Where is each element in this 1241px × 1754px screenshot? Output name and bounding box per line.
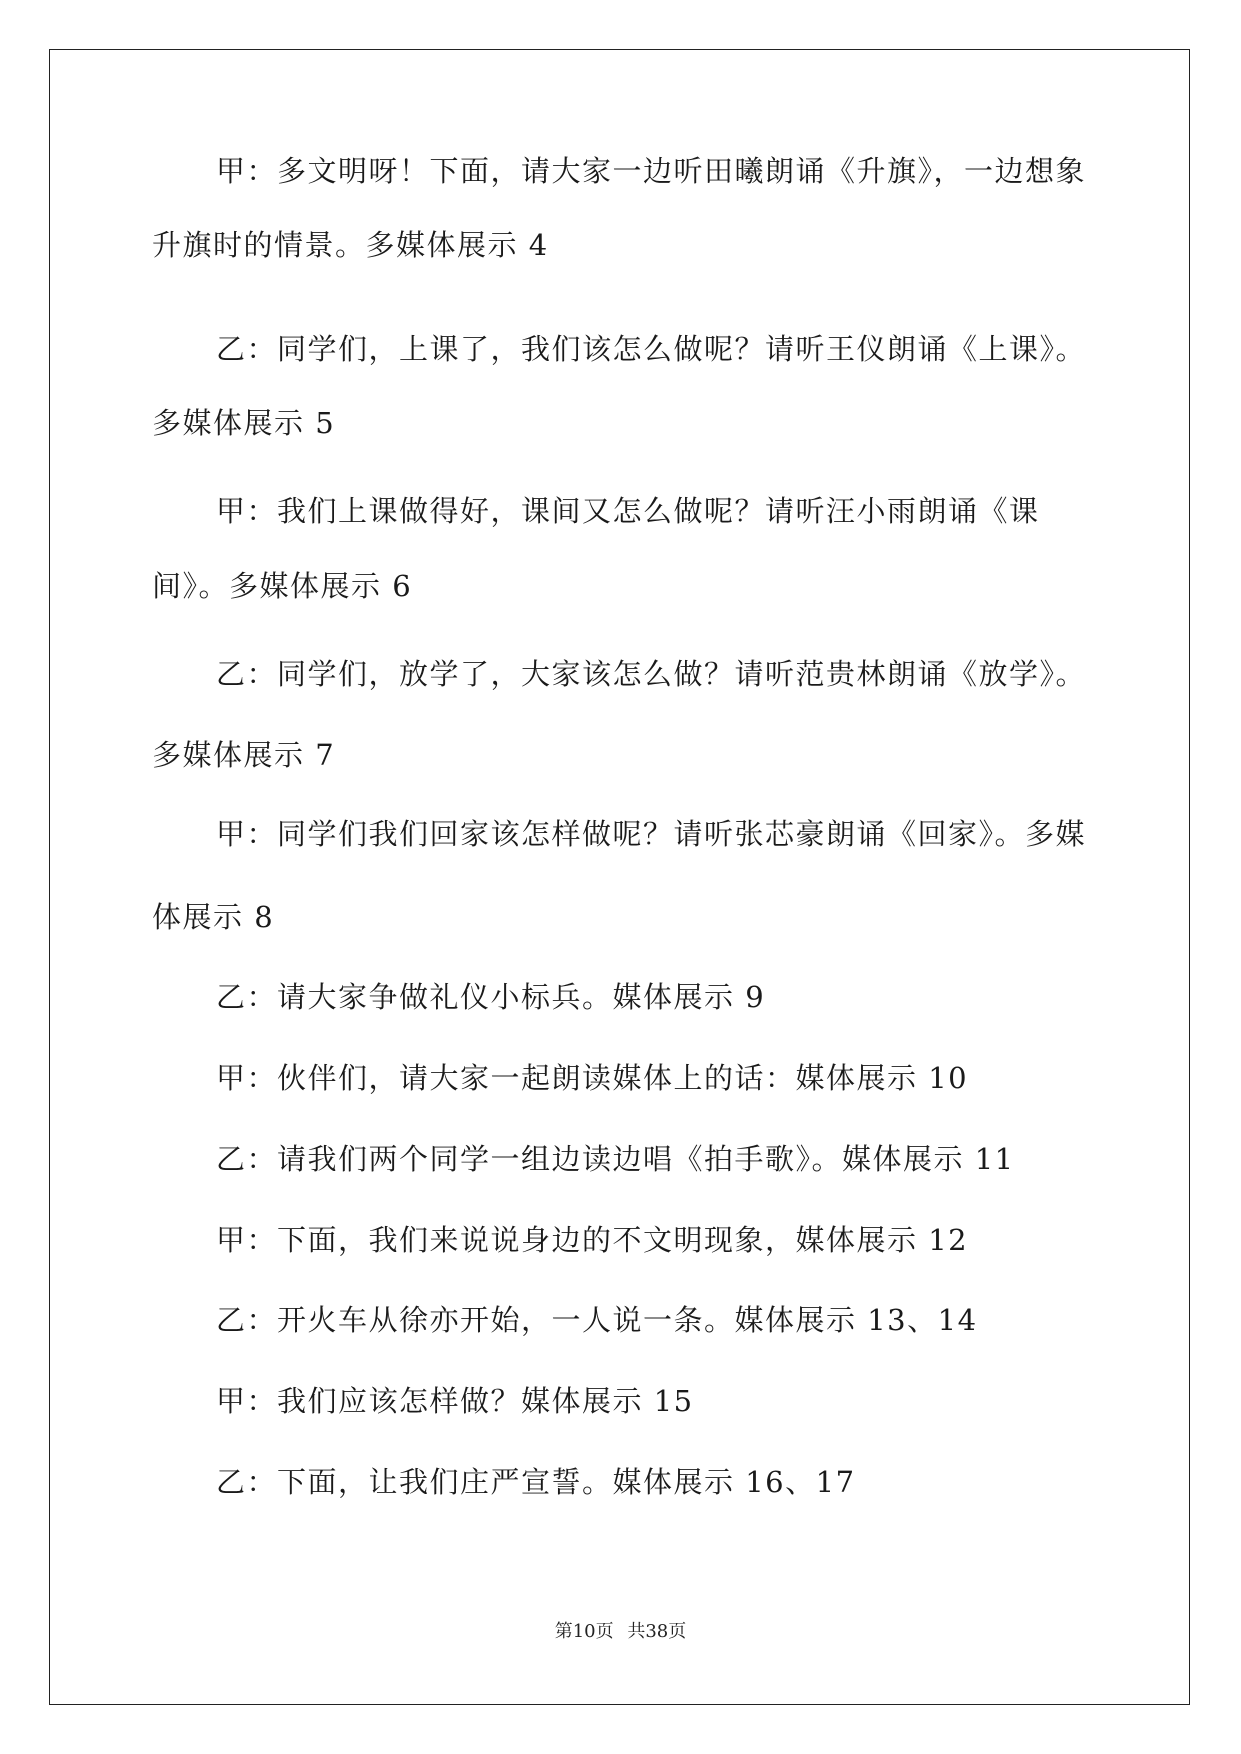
paragraph-line: 乙：请我们两个同学一组边读边唱《拍手歌》。媒体展示 11 [216,1142,1015,1176]
paragraph-line: 甲：我们应该怎样做？媒体展示 15 [216,1384,694,1418]
page-number: 第10页 [554,1621,614,1642]
paragraph-line: 甲：多文明呀！下面，请大家一边听田曦朗诵《升旗》，一边想象 [216,154,1087,188]
page-border [49,49,1190,1705]
page-footer [0,1617,1241,1643]
paragraph-line: 甲：下面，我们来说说身边的不文明现象，媒体展示 12 [216,1223,969,1257]
paragraph-line: 甲：伙伴们，请大家一起朗读媒体上的话：媒体展示 10 [216,1061,969,1095]
paragraph-line: 乙：下面，让我们庄严宣誓。媒体展示 16、17 [216,1465,856,1499]
paragraph-line: 乙：同学们，放学了，大家该怎么做？请听范贵林朗诵《放学》。 [216,657,1087,691]
paragraph-line: 多媒体展示 5 [152,406,336,440]
paragraph-line: 乙：请大家争做礼仪小标兵。媒体展示 9 [216,980,766,1014]
page-total: 共38页 [627,1621,687,1642]
paragraph-line: 乙：同学们，上课了，我们该怎么做呢？请听王仪朗诵《上课》。 [216,332,1087,366]
paragraph-line: 甲：同学们我们回家该怎样做呢？请听张芯豪朗诵《回家》。多媒 [216,817,1087,851]
paragraph-line: 体展示 8 [152,900,275,934]
paragraph-line: 甲：我们上课做得好，课间又怎么做呢？请听汪小雨朗诵《课 [216,494,1040,528]
paragraph-line: 多媒体展示 7 [152,738,336,772]
paragraph-line: 间》。多媒体展示 6 [152,569,413,603]
paragraph-line: 乙：开火车从徐亦开始，一人说一条。媒体展示 13、14 [216,1303,978,1337]
paragraph-line: 升旗时的情景。多媒体展示 4 [152,228,549,262]
